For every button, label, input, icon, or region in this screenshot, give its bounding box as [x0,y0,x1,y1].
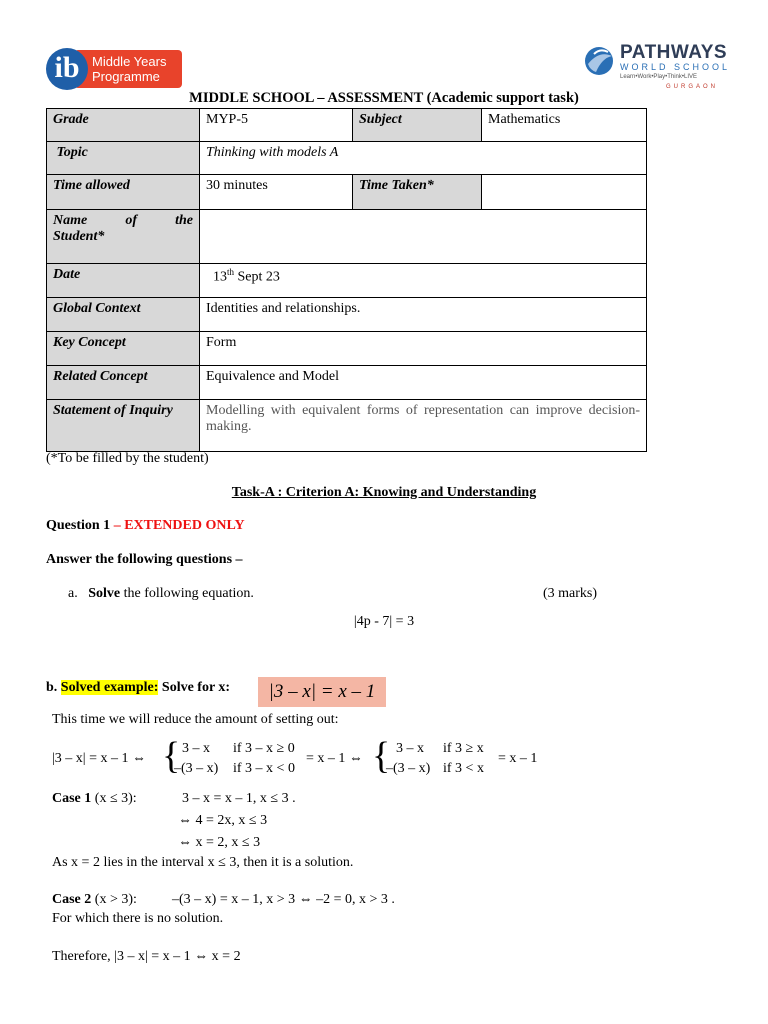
soi-label: Statement of Inquiry [47,400,200,452]
name-word-3: the [175,213,193,228]
school-sub: WORLD SCHOOL [620,62,731,72]
task-heading: Task-A : Criterion A: Knowing and Understanding [231,485,537,500]
soi-value: Modelling with equivalent forms of representation can improve decision-making. [200,400,647,452]
case1-line1: 3 – x = x – 1, x ≤ 3 . [182,791,296,806]
ib-logo-line2: Programme [92,69,160,84]
table-row [47,264,647,298]
ib-logo-band [74,50,182,88]
case1-label: Case 1 [52,791,92,806]
left-brace-2: { [372,735,391,777]
main-rhs: = x – 1 [498,751,538,766]
piece1-b: –(3 – x) [174,761,219,776]
school-tagline: Learn•Work•Play•Think•LIVE [620,74,697,80]
name-word-1: Name [53,213,88,228]
case2-heading [52,892,137,908]
related-concept-label: Related Concept [47,366,200,400]
table-row [47,400,647,452]
student-name-label-line1 [53,213,193,229]
topic-label [47,142,200,175]
table-row [47,109,647,142]
question-a-text: the following equation. [120,586,254,601]
case1-heading [52,791,137,807]
topic-label-text: Topic [56,145,88,160]
ib-myp-logo [46,46,182,92]
piece1-a: 3 – x [182,741,210,756]
piece1-a-cond: if 3 – x ≥ 0 [233,741,295,756]
assessment-info-table [46,108,647,452]
name-word-2: of [125,213,137,228]
grade-value: MYP-5 [200,109,353,142]
question-a-marks: (3 marks) [543,586,598,601]
extended-only-tag: – EXTENDED ONLY [110,518,245,533]
school-name: PATHWAYS [620,42,728,63]
question-a-equation: |4p - 7| = 3 [353,614,415,629]
case1-line2: ⇔ 4 = 2x, x ≤ 3 [178,813,268,828]
topic-value: Thinking with models A [200,142,647,175]
date-suffix: th [227,267,235,277]
global-context-label: Global Context [47,298,200,332]
key-concept-label: Key Concept [47,332,200,366]
case1-conclusion: As x = 2 lies in the interval x ≤ 3, then it is a solution. [52,855,354,870]
question-b [46,680,230,696]
student-name-label [47,210,200,264]
case2-label: Case 2 [52,892,92,907]
table-row [47,175,647,210]
case1-line3: ⇔ x = 2, x ≤ 3 [178,835,261,850]
table-row [47,142,647,175]
case1-cond: (x ≤ 3): [94,791,137,806]
time-allowed-value: 30 minutes [200,175,353,210]
case2-cond: (x > 3): [94,892,137,907]
main-mid: = x – 1 ⇔ [306,751,363,766]
boxed-equation [258,677,386,707]
question-a-verb: Solve [88,586,121,601]
date-label: Date [47,264,200,298]
pathways-globe-icon [582,44,616,78]
case2-line: –(3 – x) = x – 1, x > 3 ⇔ –2 = 0, x > 3 . [172,892,395,907]
table-row [47,332,647,366]
subject-label: Subject [353,109,482,142]
ib-circle-icon: ib [46,48,88,90]
case2-conclusion: For which there is no solution. [52,911,224,926]
time-taken-label: Time Taken* [353,175,482,210]
name-word-4: Student* [53,229,105,244]
question-b-prefix: b. [46,680,61,695]
subject-value: Mathematics [482,109,647,142]
piece2-b: –(3 – x) [386,761,431,776]
piece2-a: 3 – x [396,741,424,756]
table-row [47,366,647,400]
student-name-field[interactable] [200,210,647,264]
document-title: MIDDLE SCHOOL – ASSESSMENT (Academic support task) [189,90,579,106]
question-1-label: Question 1 [46,518,111,533]
solved-example-highlight: Solved example: [60,680,159,695]
date-value [200,264,647,298]
boxed-equation-text: |3 – x| = x – 1 [268,681,376,702]
main-lhs: |3 – x| = x – 1 ⇔ [52,751,147,766]
left-brace-1: { [162,735,181,777]
grade-label: Grade [47,109,200,142]
key-concept-value: Form [200,332,647,366]
table-row [47,298,647,332]
question-b-text: Solve for x: [158,680,231,695]
piece2-b-cond: if 3 < x [443,761,484,776]
therefore-line: Therefore, |3 – x| = x – 1 ⇔ x = 2 [52,949,241,964]
table-row [47,210,647,264]
time-taken-field[interactable] [482,175,647,210]
answer-instruction: Answer the following questions – [46,552,243,567]
fill-note: (*To be filled by the student) [46,451,209,466]
piece1-b-cond: if 3 – x < 0 [233,761,295,776]
related-concept-value: Equivalence and Model [200,366,647,400]
question-a-prefix: a. [68,586,78,601]
piece2-a-cond: if 3 ≥ x [443,741,484,756]
global-context-value: Identities and relationships. [200,298,647,332]
question-a [68,586,254,602]
pathways-logo [582,44,762,94]
school-city: GURGAON [666,84,719,90]
date-rest: Sept 23 [237,269,280,285]
question-1-heading [46,518,245,534]
time-allowed-label: Time allowed [47,175,200,210]
solution-intro: This time we will reduce the amount of setting out: [52,712,339,727]
ib-logo-line1: Middle Years [92,54,167,69]
date-day: 13 [213,269,227,285]
